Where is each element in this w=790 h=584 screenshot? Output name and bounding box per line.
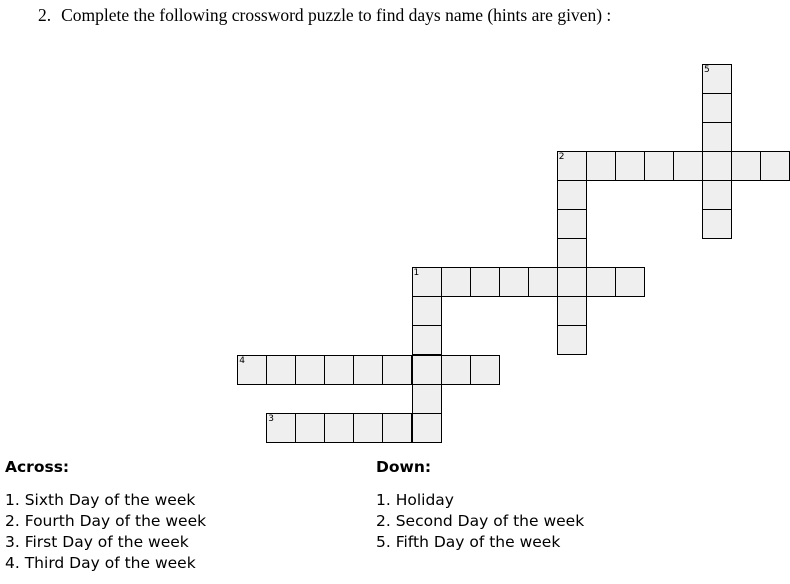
crossword-cell[interactable] bbox=[441, 267, 471, 297]
crossword-cell[interactable] bbox=[615, 267, 645, 297]
crossword-cell[interactable] bbox=[470, 355, 500, 385]
down-clue: 2. Second Day of the week bbox=[376, 512, 585, 530]
crossword-cell[interactable] bbox=[673, 151, 703, 181]
crossword-cell[interactable] bbox=[731, 151, 761, 181]
crossword-cell[interactable] bbox=[470, 267, 500, 297]
across-clue: 3. First Day of the week bbox=[5, 533, 189, 551]
clue-number: 4 bbox=[239, 355, 245, 366]
crossword-cell[interactable] bbox=[760, 151, 790, 181]
clue-number: 1 bbox=[413, 268, 420, 279]
crossword-cell[interactable] bbox=[412, 384, 442, 414]
crossword-cell[interactable] bbox=[295, 355, 325, 385]
crossword-cell[interactable] bbox=[557, 209, 587, 239]
crossword-cell[interactable] bbox=[644, 151, 674, 181]
down-clues bbox=[376, 457, 584, 553]
crossword-cell[interactable] bbox=[382, 355, 412, 385]
across-clues bbox=[5, 457, 206, 574]
across-heading: Across: bbox=[5, 458, 70, 476]
across-clue: 4. Third Day of the week bbox=[5, 554, 196, 572]
crossword-cell[interactable] bbox=[499, 267, 529, 297]
crossword-cell[interactable] bbox=[702, 93, 732, 123]
crossword-cell[interactable] bbox=[615, 151, 645, 181]
down-clue: 1. Holiday bbox=[376, 491, 454, 509]
down-clue: 5. Fifth Day of the week bbox=[376, 533, 561, 551]
crossword-cell[interactable] bbox=[441, 355, 471, 385]
crossword-cell[interactable] bbox=[266, 413, 296, 443]
crossword-cell[interactable] bbox=[557, 238, 587, 268]
crossword-cell[interactable] bbox=[557, 180, 587, 210]
down-clue-list bbox=[376, 490, 584, 553]
crossword-cell[interactable] bbox=[412, 355, 442, 385]
crossword-cell[interactable] bbox=[412, 296, 442, 326]
crossword-cell[interactable] bbox=[557, 151, 587, 181]
crossword-cell[interactable] bbox=[353, 413, 383, 443]
crossword-cell[interactable] bbox=[702, 209, 732, 239]
crossword-cell[interactable] bbox=[353, 355, 383, 385]
crossword-cell[interactable] bbox=[528, 267, 558, 297]
across-clue: 1. Sixth Day of the week bbox=[5, 491, 196, 509]
crossword-cell[interactable] bbox=[557, 296, 587, 326]
question-number: 2. bbox=[38, 5, 52, 25]
crossword-cell[interactable] bbox=[412, 325, 442, 355]
clue-number: 3 bbox=[268, 413, 275, 424]
crossword-cell[interactable] bbox=[324, 413, 354, 443]
clue-number: 5 bbox=[704, 65, 710, 75]
crossword-cell[interactable] bbox=[702, 151, 732, 181]
clue-number: 2 bbox=[558, 152, 565, 163]
crossword-cell[interactable] bbox=[295, 413, 325, 443]
question-text: Complete the following crossword puzzle to find days name (hints are given) : bbox=[61, 5, 612, 25]
crossword-cell[interactable] bbox=[586, 267, 616, 297]
across-clue: 2. Fourth Day of the week bbox=[5, 512, 207, 530]
crossword-cell[interactable] bbox=[586, 151, 616, 181]
crossword-cell[interactable] bbox=[266, 355, 296, 385]
crossword-cell[interactable] bbox=[557, 325, 587, 355]
crossword-cell[interactable] bbox=[412, 413, 442, 443]
down-heading: Down: bbox=[376, 458, 432, 476]
crossword-cell[interactable] bbox=[382, 413, 412, 443]
crossword-cell[interactable] bbox=[237, 355, 267, 385]
crossword-cell[interactable] bbox=[702, 122, 732, 152]
crossword-cell[interactable] bbox=[412, 267, 442, 297]
crossword-cell[interactable] bbox=[324, 355, 354, 385]
crossword-cell[interactable] bbox=[702, 180, 732, 210]
across-clue-list bbox=[5, 490, 206, 574]
crossword-cell[interactable] bbox=[557, 267, 587, 297]
crossword-cell[interactable] bbox=[702, 64, 732, 94]
